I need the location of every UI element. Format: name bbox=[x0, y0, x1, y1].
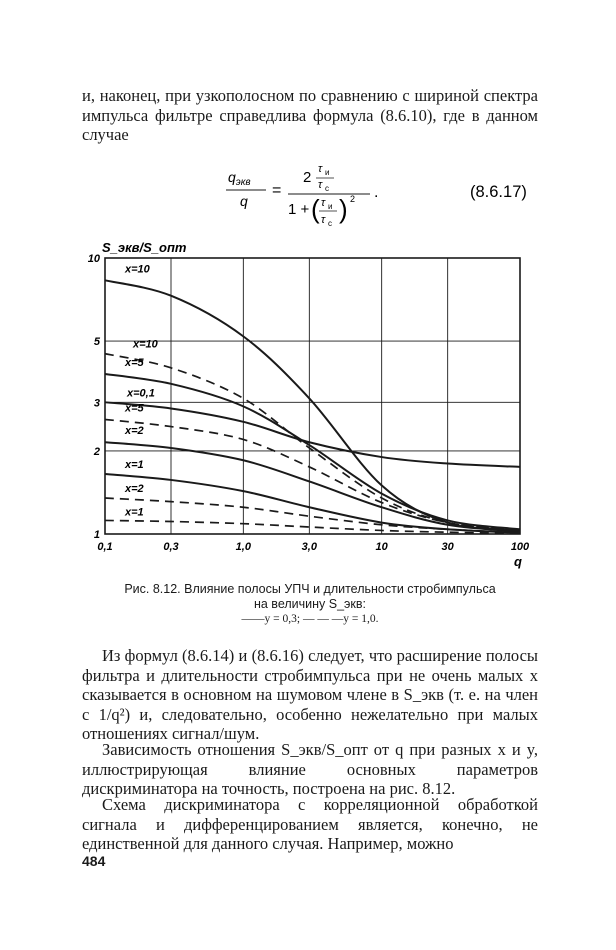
series-line bbox=[105, 374, 520, 529]
series-line bbox=[105, 280, 520, 530]
svg-text:=: = bbox=[272, 182, 282, 199]
page-number: 484 bbox=[82, 853, 106, 869]
x-tick-label: 100 bbox=[510, 541, 530, 553]
svg-text:τ: τ bbox=[321, 214, 326, 226]
series-line bbox=[105, 402, 520, 467]
chart-svg bbox=[82, 232, 542, 577]
curve-label: x=2 bbox=[125, 483, 144, 496]
series-line bbox=[105, 498, 520, 533]
paragraph-2: Зависимость отношения S_экв/S_опт от q при разных x и y, иллюстрирующая влияние основных параметров дискриминатора на точность, построена на рис. 8.12. bbox=[82, 740, 538, 798]
curve-label: x=1 bbox=[125, 506, 144, 519]
legend-dashed: — — —y = 1,0. bbox=[302, 613, 379, 625]
caption-line-1: Рис. 8.12. Влияние полосы УПЧ и длительности стробимпульса bbox=[124, 582, 496, 596]
y-tick-label: 2 bbox=[93, 445, 100, 458]
chart-curve-labels bbox=[124, 263, 159, 518]
formula-lhs-numerator: $q_{экв}$ bbox=[228, 169, 251, 188]
figure-caption bbox=[82, 582, 538, 627]
chart-x-axis-label: q bbox=[514, 554, 522, 569]
formula-lhs-denominator: q bbox=[240, 193, 248, 209]
y-tick-label: 3 bbox=[93, 397, 100, 410]
curve-label: x=2 bbox=[125, 425, 144, 438]
legend-solid: ——y = 0,3; bbox=[241, 613, 301, 625]
svg-text:.: . bbox=[374, 184, 379, 201]
series-line bbox=[105, 419, 520, 530]
paragraph-1: Из формул (8.6.14) и (8.6.16) следует, что расширение полосы фильтра и длительности стробимпульса при не очень малых x сказывается в основном на шумовом члене в S_экв (т. е. на член с 1/q²) и, следовательно, особенно нежелательно при малых отношениях сигнал/шум. bbox=[82, 646, 538, 743]
y-tick-label: 10 bbox=[87, 253, 100, 265]
curve-label: x=0,1 bbox=[127, 387, 155, 400]
formula-8-6-17 bbox=[210, 150, 540, 230]
svg-text:1 +: 1 + bbox=[288, 201, 310, 218]
svg-text:τ: τ bbox=[318, 179, 323, 191]
formula-graphic bbox=[210, 150, 540, 230]
intro-paragraph: и, наконец, при узкополосном по сравнению с шириной спектра импульса фильтре справедлива формула (8.6.10), где в данном случае bbox=[82, 86, 538, 144]
curve-label: x=1 bbox=[125, 458, 144, 471]
svg-text:τ: τ bbox=[318, 163, 323, 175]
curve-label: x=10 bbox=[125, 263, 150, 276]
curve-label: x=5 bbox=[125, 356, 144, 369]
svg-text:с: с bbox=[328, 219, 332, 228]
svg-text:и: и bbox=[328, 202, 333, 211]
series-line bbox=[105, 442, 520, 531]
formula-number: (8.6.17) bbox=[470, 183, 527, 201]
svg-text:τ: τ bbox=[321, 197, 326, 209]
paragraph-3: Схема дискриминатора с корреляционной обработкой сигнала и дифференцированием является, конечно, не единственной для данного случая. Например, можно bbox=[82, 795, 538, 853]
x-tick-label: 30 bbox=[441, 541, 454, 553]
x-tick-label: 1,0 bbox=[235, 541, 251, 553]
caption-legend bbox=[82, 612, 538, 627]
plot-frame bbox=[105, 258, 520, 534]
svg-text:с: с bbox=[325, 184, 329, 193]
x-tick-label: 0,1 bbox=[97, 541, 113, 553]
caption-line-2: на величину S_экв: bbox=[253, 597, 366, 611]
chart-y-axis-label: S_экв/S_опт bbox=[102, 240, 187, 255]
svg-text:2: 2 bbox=[303, 169, 312, 186]
x-tick-label: 10 bbox=[375, 541, 388, 553]
svg-text:2: 2 bbox=[350, 194, 356, 204]
x-tick-label: 0,3 bbox=[163, 541, 179, 553]
curve-label: x=10 bbox=[133, 338, 158, 351]
y-tick-label: 5 bbox=[93, 336, 100, 349]
figure-8-12-chart bbox=[82, 232, 542, 577]
svg-text:(: ( bbox=[311, 194, 320, 224]
chart-grid bbox=[105, 258, 520, 534]
svg-text:): ) bbox=[339, 194, 348, 224]
svg-text:и: и bbox=[325, 168, 330, 177]
curve-label: x=5 bbox=[125, 402, 144, 415]
y-tick-label: 1 bbox=[93, 529, 100, 541]
chart-series bbox=[105, 280, 520, 533]
x-tick-label: 3,0 bbox=[301, 541, 317, 553]
